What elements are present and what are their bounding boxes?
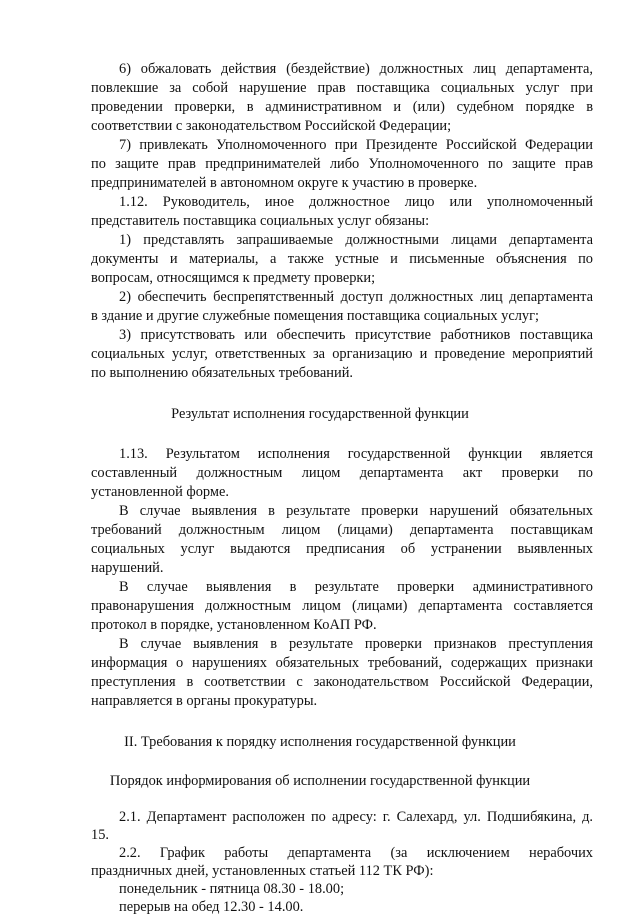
text-line: проведении проверки, в административном и (или) судебном порядке в [91,99,593,115]
text-line: вопросам, относящимся к предмету проверки; [91,270,376,286]
text-line: установленной форме. [91,484,229,500]
text-line: 6) обжаловать действия (бездействие) должностных лиц департамента, [119,61,593,77]
text-line: представитель поставщика социальных услуг обязаны: [91,213,430,229]
text-line: преступления в соответствии с законодательством Российской Федерации, [91,674,593,690]
text-line: составленный должностным лицом департамента акт проверки по [91,465,593,481]
text-line: по защите прав предпринимателей либо Уполномоченного по защите прав [91,156,593,172]
text-line: в здание и другие служебные помещения поставщика социальных услуг; [91,308,540,324]
section-heading: Результат исполнения государственной функции [171,406,469,422]
section-heading: Порядок информирования об исполнении государственной функции [109,773,531,789]
text-line: протокол в порядке, установленном КоАП РФ. [91,617,377,633]
text-line: по выполнению обязательных требований. [91,365,354,381]
text-line: понедельник - пятница 08.30 - 18.00; [119,881,345,897]
chapter-heading: II. Требования к порядку исполнения государственной функции [124,734,516,750]
text-line: В случае выявления в результате проверки административного [119,579,593,595]
text-line: повлекшие за собой нарушение прав поставщика социальных услуг при [91,80,593,96]
text-line: 7) привлекать Уполномоченного при Президенте Российской Федерации [119,137,593,153]
text-line: 2.2. График работы департамента (за исключением нерабочих [119,845,593,861]
text-line: социальных услуг выдаются предписания об устранении выявленных [91,541,593,557]
text-line: 1.12. Руководитель, иное должностное лицо или уполномоченный [119,194,593,210]
text-line: правонарушения должностным лицом (лицами) департамента составляется [91,598,593,614]
text-line: информация о нарушениях обязательных требований, содержащих признаки [91,655,593,671]
text-line: нарушений. [91,560,164,576]
text-line: 2) обеспечить беспрепятственный доступ должностных лиц департамента [119,289,593,305]
text-line: В случае выявления в результате проверки признаков преступления [119,636,593,652]
text-line: перерыв на обед 12.30 - 14.00. [119,899,304,915]
text-line: соответствии с законодательством Российской Федерации; [91,118,452,134]
text-line: 2.1. Департамент расположен по адресу: г. Салехард, ул. Подшибякина, д. [119,809,593,825]
text-line: социальных услуг, ответственных за организацию и проведение мероприятий [91,346,593,362]
text-line: 15. [91,827,109,843]
text-line: требований должностным лицом (лицами) департамента поставщикам [91,522,593,538]
text-line: праздничных дней, установленных статьей 112 ТК РФ): [91,863,434,879]
text-line: направляется в органы прокуратуры. [91,693,318,709]
text-line: документы и материалы, а также устные и письменные объяснения по [91,251,593,267]
text-line: предпринимателей в автономном округе к участию в проверке. [91,175,478,191]
text-line: В случае выявления в результате проверки нарушений обязательных [119,503,593,519]
text-line: 3) присутствовать или обеспечить присутствие работников поставщика [119,327,593,343]
text-line: 1) представлять запрашиваемые должностными лицами департамента [119,232,593,248]
text-line: 1.13. Результатом исполнения государственной функции является [119,446,593,462]
